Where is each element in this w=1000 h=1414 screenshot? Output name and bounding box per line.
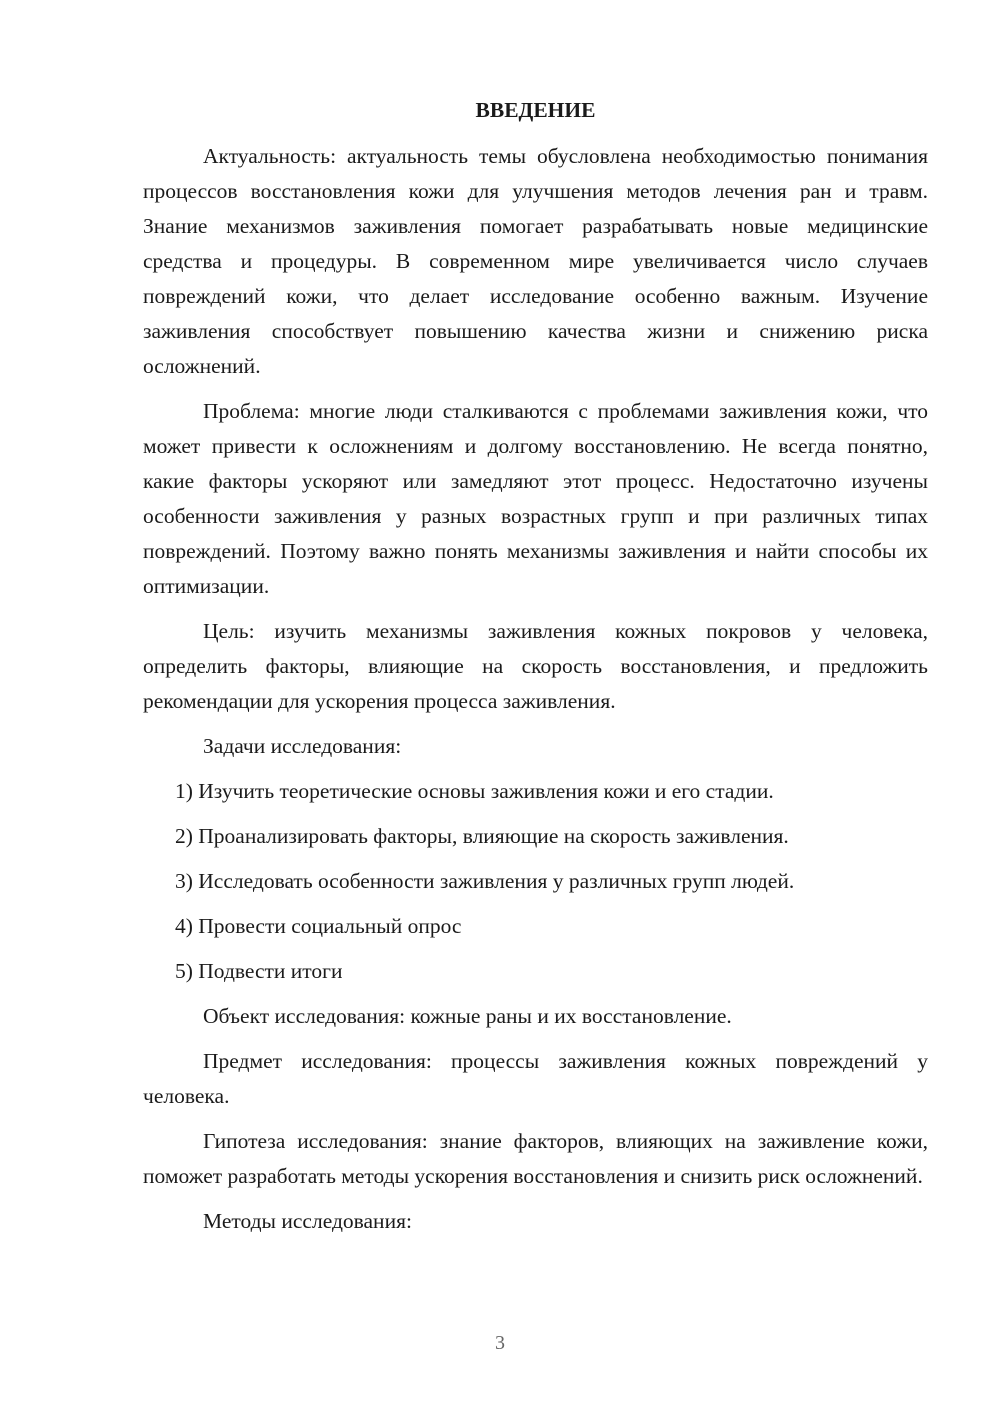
methods-heading: Методы исследования: [203, 1209, 412, 1233]
task-item: 2) Проанализировать факторы, влияющие на скорость заживления. [175, 824, 789, 848]
task-item: 1) Изучить теоретические основы заживления кожи и его стадии. [175, 779, 774, 803]
object-line: Объект исследования: кожные раны и их восстановление. [203, 1004, 732, 1028]
tasks-heading: Задачи исследования: [203, 734, 402, 758]
problem-paragraph: Проблема: многие люди сталкиваются с проблемами заживления кожи, что может привести к осложнениям и долгому восстановлению. Не всегда понятно, какие факторы ускоряют или замедляют этот процесс. Недостаточно изучены особенности заживления у разных возрастных групп и при различных типах повреждений. Поэтому важно понять механизмы заживления и найти способы их оптимизации. [143, 399, 928, 598]
task-item: 4) Провести социальный опрос [175, 914, 462, 938]
subject-paragraph: Предмет исследования: процессы заживления кожных повреждений у человека. [143, 1049, 928, 1108]
tasks-list [143, 774, 928, 989]
section-heading: ВВЕДЕНИЕ [475, 98, 596, 122]
goal-paragraph: Цель: изучить механизмы заживления кожных покровов у человека, определить факторы, влияющие на скорость восстановления, и предложить рекомендации для ускорения процесса заживления. [143, 619, 928, 713]
task-item: 3) Исследовать особенности заживления у различных групп людей. [175, 869, 795, 893]
page-number: 3 [495, 1332, 505, 1354]
task-item: 5) Подвести итоги [175, 959, 343, 983]
hypothesis-paragraph: Гипотеза исследования: знание факторов, влияющих на заживление кожи, поможет разработать методы ускорения восстановления и снизить риск осложнений. [143, 1129, 928, 1188]
relevance-paragraph: Актуальность: актуальность темы обусловлена необходимостью понимания процессов восстановления кожи для улучшения методов лечения ран и травм. Знание механизмов заживления помогает разрабатывать новые медицинские средства и процедуры. В современном мире увеличивается число случаев повреждений кожи, что делает исследование особенно важным. Изучение заживления способствует повышению качества жизни и снижению риска осложнений. [143, 144, 928, 378]
document-page [143, 95, 928, 1249]
